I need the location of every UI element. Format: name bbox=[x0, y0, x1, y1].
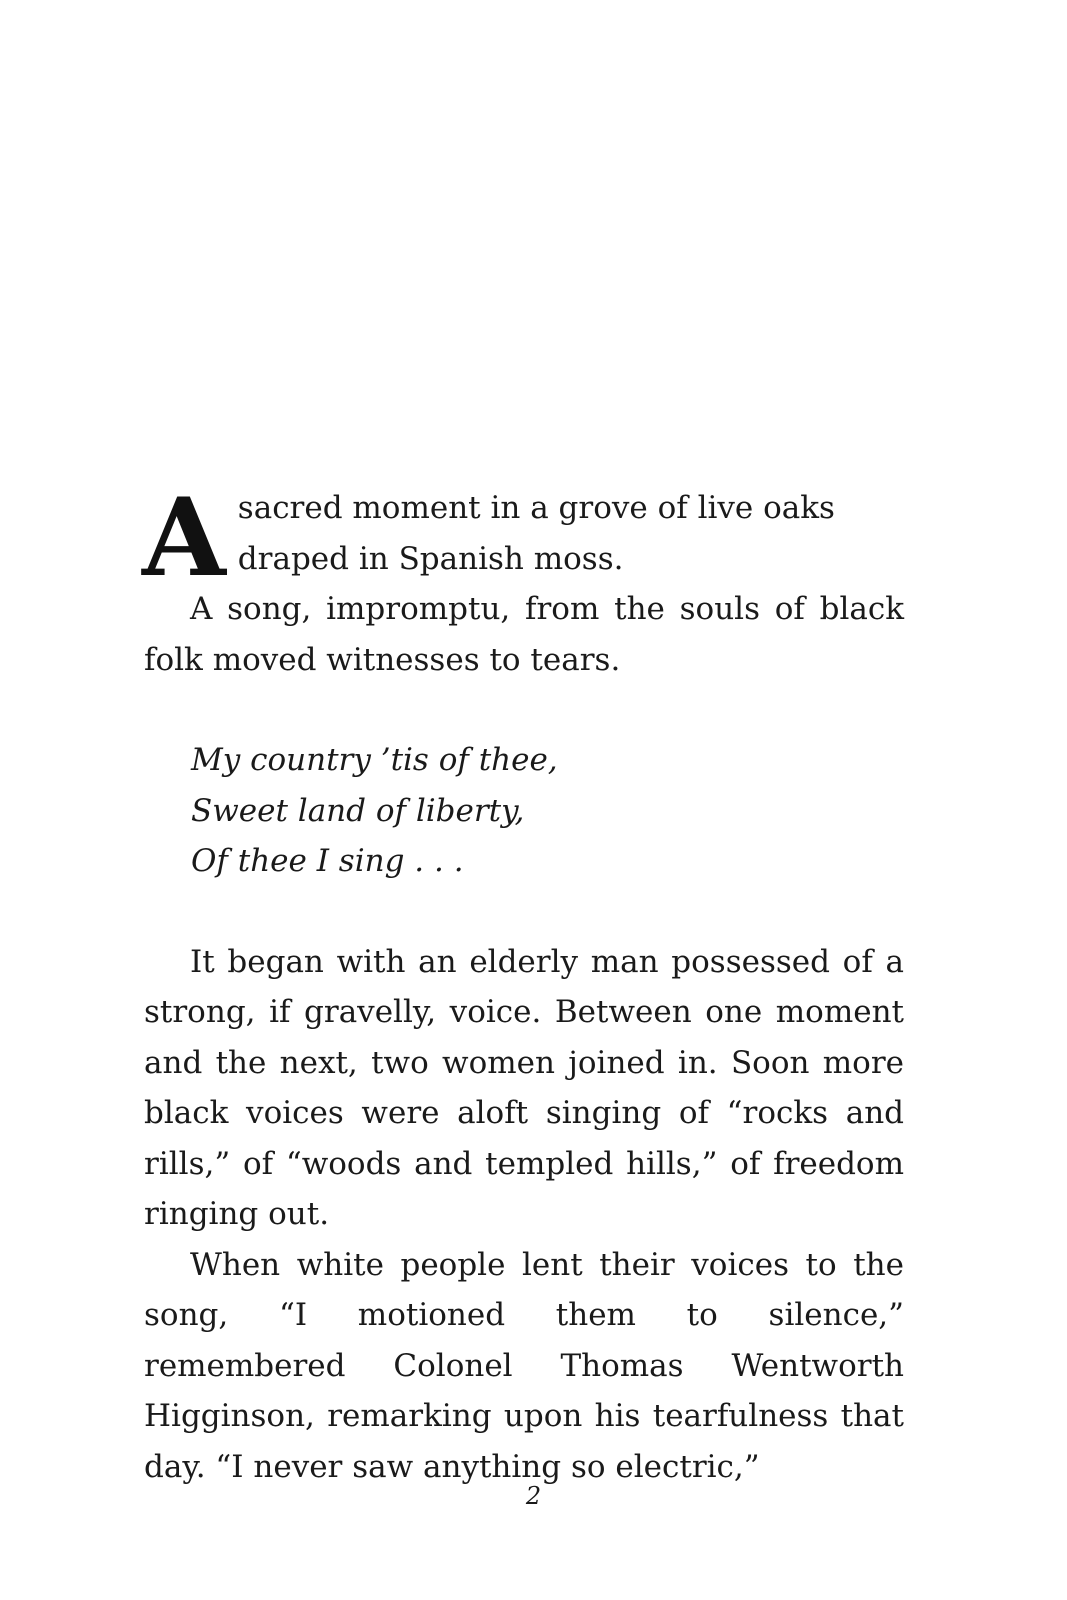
opening-paragraph bbox=[142, 475, 904, 601]
verse-line: My country ’tis of thee, bbox=[191, 742, 558, 778]
drop-cap: A bbox=[142, 475, 226, 601]
verse-line: Of thee I sing . . . bbox=[191, 843, 464, 879]
verse-block bbox=[191, 735, 904, 887]
verse-line: Sweet land of liberty, bbox=[191, 792, 525, 829]
paragraph-song-impromptu: A song, impromptu, from the souls of black folk moved witnesses to tears. bbox=[144, 591, 904, 678]
paragraph-elderly-man: It began with an elderly man possessed of a strong, if gravelly, voice. Between one moment and the next, two women joined in. Soon more black voices were aloft singing of “rocks and rills,” of “woods and templed hills,” of freedom ringing out. bbox=[144, 943, 904, 1232]
body-text bbox=[142, 475, 904, 1492]
paragraph-higginson: When white people lent their voices to the song, “I motioned them to silence,” remembered Colonel Thomas Wentworth Higginson, remarking upon his tearfulness that day. “I never saw anything so electric,” bbox=[144, 1246, 904, 1485]
opening-text: sacred moment in a grove of live oaks draped in Spanish moss. bbox=[237, 490, 835, 577]
page-number: 2 bbox=[525, 1482, 542, 1510]
